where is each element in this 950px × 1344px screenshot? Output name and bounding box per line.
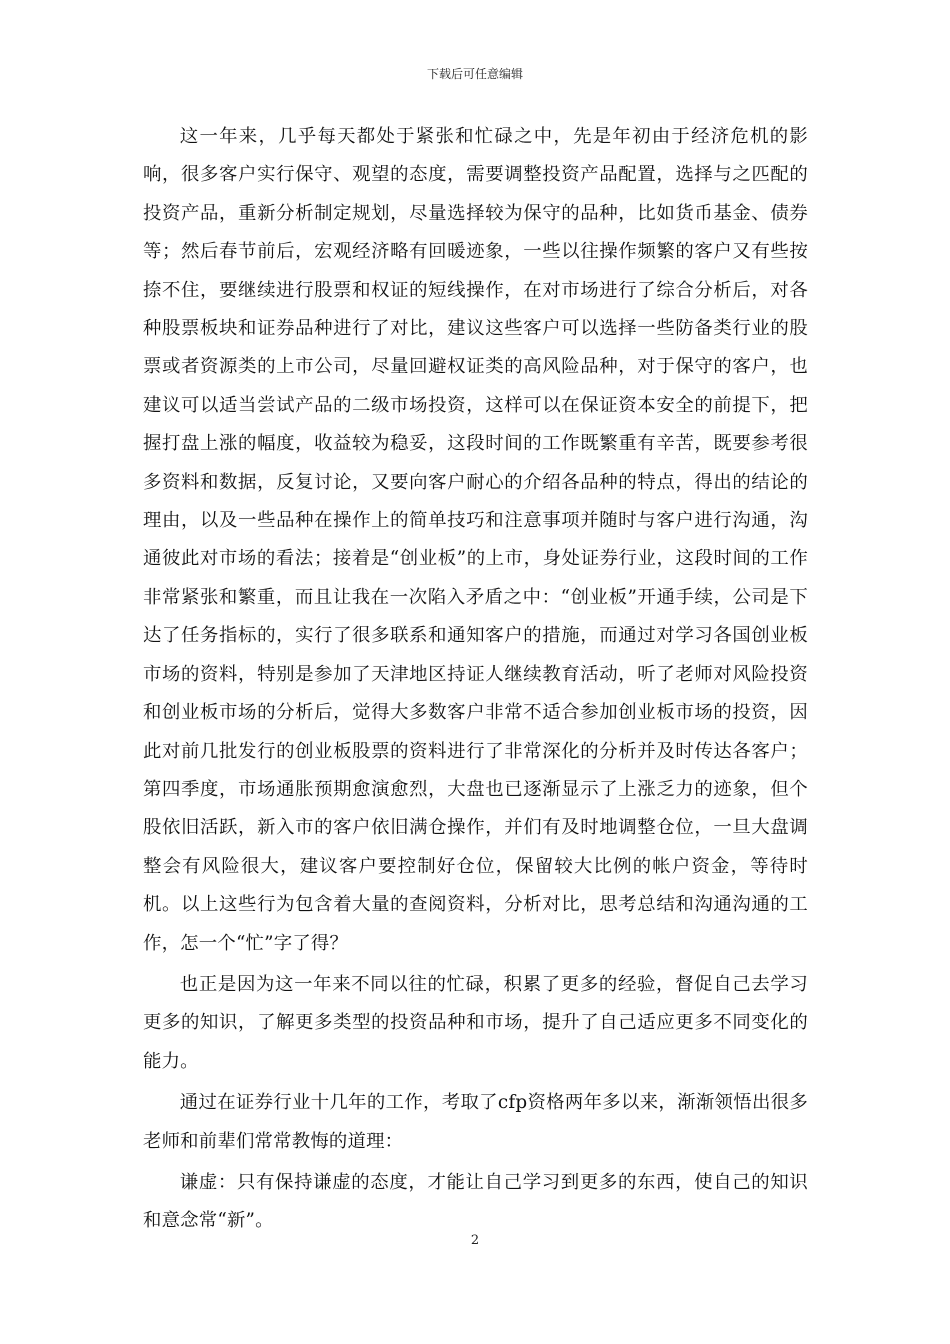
page-number: 2 <box>470 1233 480 1248</box>
paragraph-career-insight: 通过在证券行业十几年的工作，考取了cfp资格两年多以来，渐渐领悟出很多老师和前辈们常常教悔的道理： <box>143 1092 808 1152</box>
paragraph-work-year-review: 这一年来，几乎每天都处于紧张和忙碌之中，先是年初由于经济危机的影响，很多客户实行保守、观望的态度，需要调整投资产品配置，选择与之匹配的投资产品，重新分析制定规划，尽量选择较为保守的品种，比如货币基金、债券等；然后春节前后，宏观经济略有回暖迹象，一些以往操作频繁的客户又有些按捺不住，要继续进行股票和权证的短线操作，在对市场进行了综合分析后，对各种股票板块和证券品种进行了对比，建议这些客户可以选择一些防备类行业的股票或者资源类的上市公司，尽量回避权证类的高风险品种，对于保守的客户，也建议可以适当尝试产品的二级市场投资，这样可以在保证资本安全的前提下，把握打盘上涨的幅度，收益较为稳妥，这段时间的工作既繁重有辛苦，既要参考很多资料和数据，反复讨论，又要向客户耐心的介绍各品种的特点，得出的结论的理由，以及一些品种在操作上的简单技巧和注意事项并随时与客户进行沟通，沟通彼此对市场的看法；接着是“创业板”的上市，身处证券行业，这段时间的工作非常紧张和繁重，而且让我在一次陷入矛盾之中：“创业板”开通手续，公司是下达了任务指标的，实行了很多联系和通知客户的措施，而通过对学习各国创业板市场的资料，特别是参加了天津地区持证人继续教育活动，听了老师对风险投资和创业板市场的分析后，觉得大多数客户非常不适合参加创业板市场的投资，因此对前几批发行的创业板股票的资料进行了非常深化的分析并及时传达各客户；第四季度，市场通胀预期愈演愈烈，大盘也已逐渐显示了上涨乏力的迹象，但个股依旧活跃，新入市的客户依旧满仓操作，并们有及时地调整仓位，一旦大盘调整会有风险很大，建议客户要控制好仓位，保留较大比例的帐户资金，等待时机。以上这些行为包含着大量的查阅资料，分析对比，思考总结和沟通沟通的工作，怎一个“忙”字了得？ <box>143 126 808 954</box>
page-header: 下载后可任意编辑 <box>426 67 523 81</box>
paragraph-modesty: 谦虚：只有保持谦虚的态度，才能让自己学习到更多的东西，使自己的知识和意念常“新”。 <box>143 1171 808 1232</box>
document-body <box>143 118 808 1241</box>
paragraph-busy-experience: 也正是因为这一年来不同以往的忙碌，积累了更多的经验，督促自己去学习更多的知识，了解更多类型的投资品种和市场，提升了自己适应更多不同变化的能力。 <box>143 973 808 1072</box>
